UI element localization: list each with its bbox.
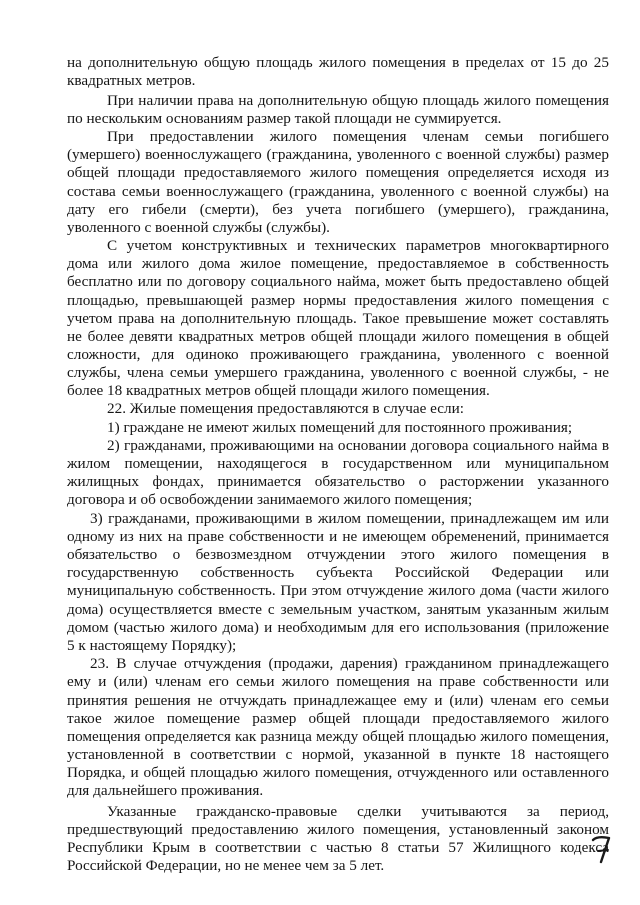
paragraph-5-line-10: государственную собственность субъекта Российской Федерации или xyxy=(67,564,609,581)
paragraph-4-line-8: службы, члена семьи умершего гражданина, уволенного с военной службы, - не xyxy=(67,364,609,381)
paragraph-4-line-9: более 18 квадратных метров общей площади жилого помещения. xyxy=(67,382,490,399)
paragraph-4-line-1: С учетом конструктивных и технических параметров многоквартирного xyxy=(107,237,609,254)
paragraph-5-line-2: 1) граждане не имеют жилых помещений для постоянного проживания; xyxy=(107,419,573,436)
paragraph-3-line-1: При предоставлении жилого помещения членам семьи погибшего xyxy=(107,128,609,145)
paragraph-5-line-5: жилищных фондах, принимается обязательство о расторжении указанного xyxy=(67,473,609,490)
paragraph-7-line-2: предшествующий предоставлению жилого помещения, установленный законом xyxy=(67,821,609,838)
paragraph-6-line-8: для дальнейшего проживания. xyxy=(67,782,264,799)
paragraph-5-line-8: одному из них на праве собственности и не имеющем обременений, принимается xyxy=(67,528,609,545)
paragraph-5-line-12: дома) осуществляется вместе с земельным участком, занятым указанным жилым xyxy=(67,601,609,618)
paragraph-5-line-14: 5 к настоящему Порядку); xyxy=(67,637,237,654)
paragraph-6-line-1: 23. В случае отчуждения (продажи, дарения) гражданином принадлежащего xyxy=(90,655,609,672)
paragraph-1-line-1: на дополнительную общую площадь жилого помещения в пределах от 15 до 25 xyxy=(67,54,609,71)
paragraph-4-line-4: площадью, превышающей размер нормы предоставления жилого помещения с xyxy=(67,292,609,309)
paragraph-2-line-2: по нескольким основаниям размер такой площади не суммируется. xyxy=(67,110,502,127)
paragraph-5-line-4: жилом помещении, находящегося в государственном или муниципальном xyxy=(67,455,609,472)
paragraph-5-line-1: 22. Жилые помещения предоставляются в случае если: xyxy=(107,400,464,417)
paragraph-2-line-1: При наличии права на дополнительную общую площадь жилого помещения xyxy=(107,92,609,109)
paragraph-3-line-4: состава семьи военнослужащего (гражданина, уволенного с военной службы) на xyxy=(67,183,609,200)
paragraph-6-line-5: помещения определяется как разница между общей площадью жилого помещения, xyxy=(67,728,609,745)
paragraph-6-line-4: такое жилое помещение размер общей площади предоставляемого жилого xyxy=(67,710,609,727)
paragraph-5-line-11: муниципальную собственность. При этом отчуждение жилого дома (части жилого xyxy=(67,582,609,599)
paragraph-4-line-5: учетом права на дополнительную площадь. Такое превышение может составлять xyxy=(67,310,609,327)
paragraph-5-line-7: 3) гражданами, проживающими в жилом помещении, принадлежащем им или xyxy=(90,510,609,527)
handwritten-page-number xyxy=(589,833,613,867)
paragraph-7-line-1: Указанные гражданско-правовые сделки учитываются за период, xyxy=(107,803,609,820)
paragraph-5-line-3: 2) гражданами, проживающими на основании договора социального найма в xyxy=(107,437,609,454)
paragraph-5-line-9: обязательство о безвозмездном отчуждении этого жилого помещения в xyxy=(67,546,609,563)
paragraph-3-line-6: уволенного с военной службы (службы). xyxy=(67,219,330,236)
paragraph-6-line-3: принятия решения не отчуждать принадлежащее ему и (или) членам его семьи xyxy=(67,692,609,709)
paragraph-7-line-3: Республики Крым в соответствии с частью 8 статьи 57 Жилищного кодекса xyxy=(67,839,609,856)
paragraph-6-line-7: Порядка, и общей площадью жилого помещения, отчужденного или оставленного xyxy=(67,764,609,781)
paragraph-3-line-3: общей площади предоставляемого жилого помещения определяется исходя из xyxy=(67,164,609,181)
paragraph-4-line-2: дома или жилого дома жилое помещение, предоставляемое в собственность xyxy=(67,255,609,272)
paragraph-3-line-5: дату его гибели (смерти), без учета погибшего (умершего), гражданина, xyxy=(67,201,609,218)
paragraph-4-line-3: бесплатно или по договору социального найма, может быть предоставлено общей xyxy=(67,273,609,290)
paragraph-6-line-6: установленной в соответствии с нормой, указанной в пункте 18 настоящего xyxy=(67,746,609,763)
paragraph-4-line-7: сложности, для одиноко проживающего гражданина, уволенного с военной xyxy=(67,346,609,363)
paragraph-6-line-2: ему и (или) членам его семьи жилого помещения на праве собственности или xyxy=(67,673,609,690)
paragraph-1-line-2: квадратных метров. xyxy=(67,72,196,89)
paragraph-3-line-2: (умершего) военнослужащего (гражданина, уволенного с военной службы) размер xyxy=(67,146,609,163)
paragraph-7-line-4: Российской Федерации, но не менее чем за 5 лет. xyxy=(67,857,385,874)
paragraph-5-line-13: домом (частью жилого дома) и необходимым для его использования (приложение xyxy=(67,619,609,636)
paragraph-4-line-6: не более девяти квадратных метров общей площади жилого помещения в общей xyxy=(67,328,609,345)
paragraph-5-line-6: договора и об освобождении занимаемого жилого помещения; xyxy=(67,491,473,508)
